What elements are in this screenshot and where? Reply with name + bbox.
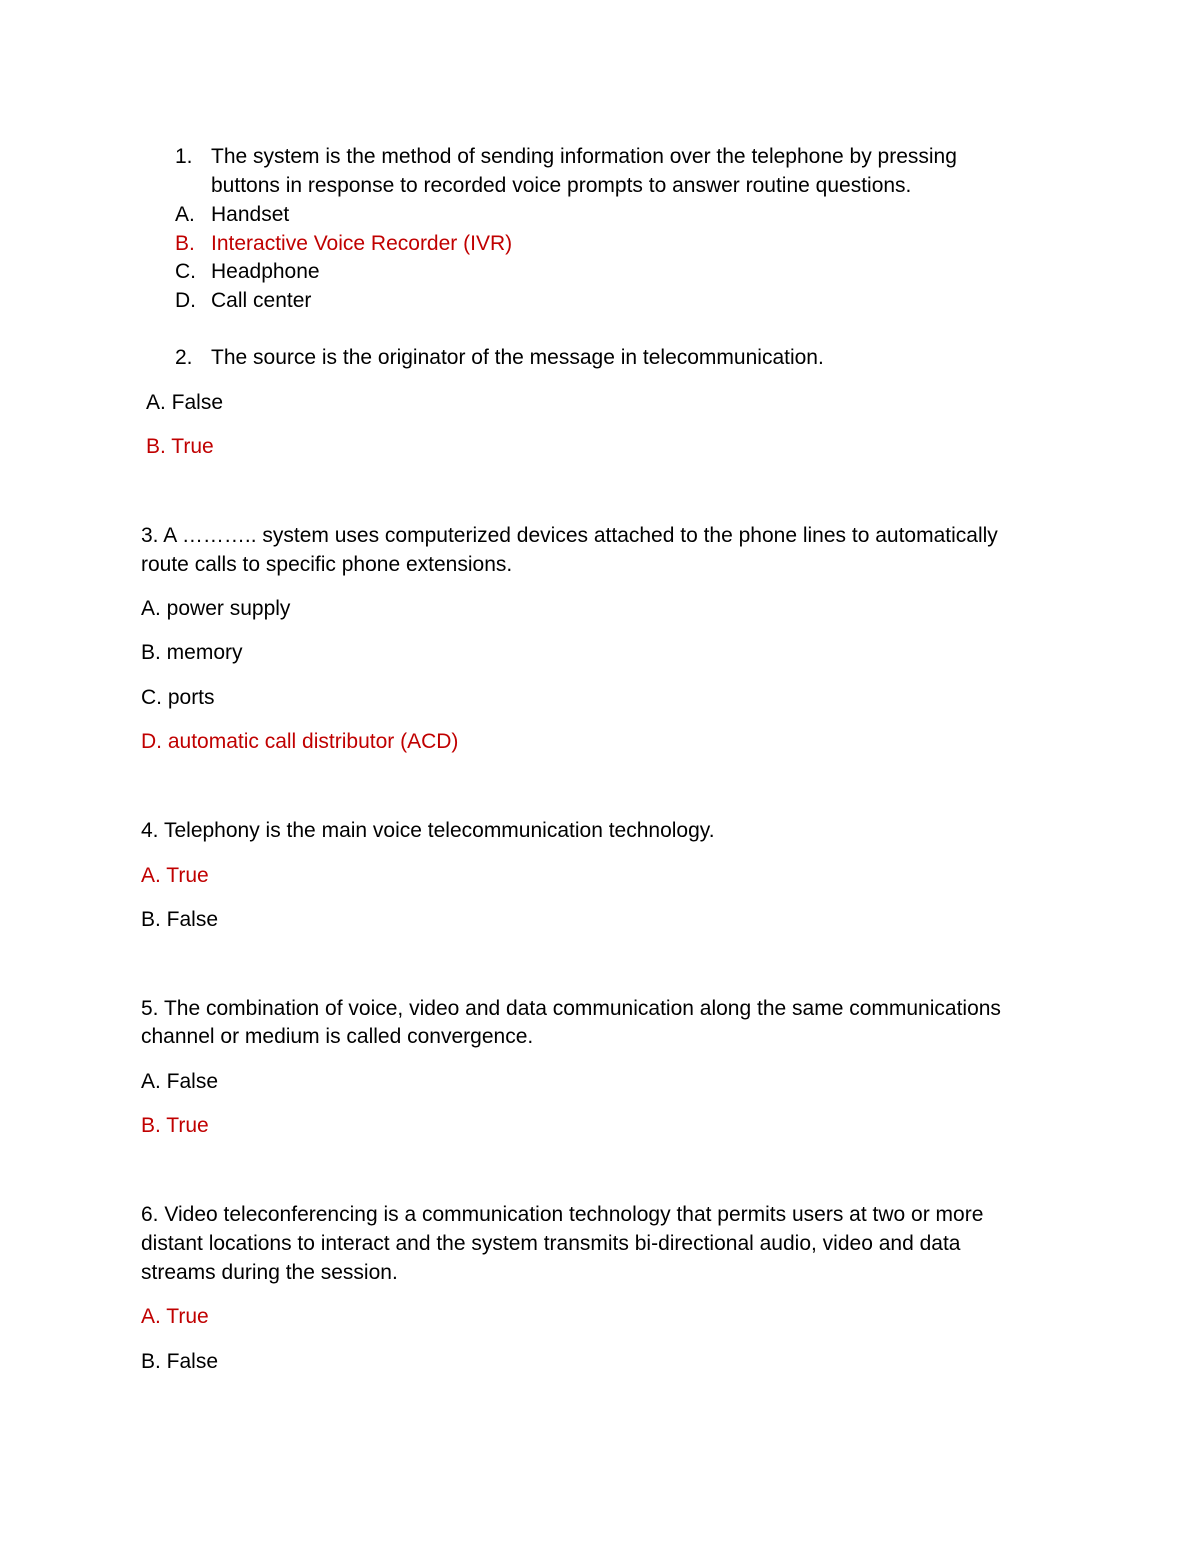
option-letter: A. (175, 203, 195, 226)
option-text-correct: A. True (141, 864, 209, 887)
option-text: Handset (211, 203, 290, 226)
option-text: A. False (141, 1070, 219, 1093)
option-text: B. False (141, 908, 219, 931)
option-text: B. False (141, 1350, 219, 1373)
question-text-line: 4. Telephony is the main voice telecommunication technology. (141, 819, 715, 842)
question-text-line: channel or medium is called convergence. (141, 1025, 534, 1048)
option-text-correct: A. True (141, 1305, 209, 1328)
option-text-correct: Interactive Voice Recorder (IVR) (211, 232, 513, 255)
option-text: B. memory (141, 641, 243, 664)
question-text-line: buttons in response to recorded voice prompts to answer routine questions. (211, 174, 912, 197)
question-text-line: streams during the session. (141, 1261, 398, 1284)
question-text-line: 3. A ……….. system uses computerized devices attached to the phone lines to automatically (141, 524, 998, 547)
question-text-line: The source is the originator of the message in telecommunication. (211, 346, 824, 369)
option-text-correct: B. True (141, 1114, 209, 1137)
option-letter: D. (175, 289, 196, 312)
question-text-line: The system is the method of sending information over the telephone by pressing (211, 145, 957, 168)
option-text-correct: D. automatic call distributor (ACD) (141, 730, 459, 753)
option-letter-correct: B. (175, 232, 195, 255)
question-text-line: 6. Video teleconferencing is a communication technology that permits users at two or more (141, 1203, 984, 1226)
option-text: C. ports (141, 686, 215, 709)
option-text: Call center (211, 289, 312, 312)
question-text-line: 5. The combination of voice, video and data communication along the same communications (141, 997, 1001, 1020)
option-text-correct: B. True (146, 435, 214, 458)
option-text: A. power supply (141, 597, 291, 620)
question-number: 1. (175, 145, 193, 168)
option-text: Headphone (211, 260, 320, 283)
option-text: A. False (146, 391, 224, 414)
question-number: 2. (175, 346, 193, 369)
option-letter: C. (175, 260, 196, 283)
question-text-line: distant locations to interact and the system transmits bi-directional audio, video and data (141, 1232, 961, 1255)
question-text-line: route calls to specific phone extensions. (141, 553, 513, 576)
